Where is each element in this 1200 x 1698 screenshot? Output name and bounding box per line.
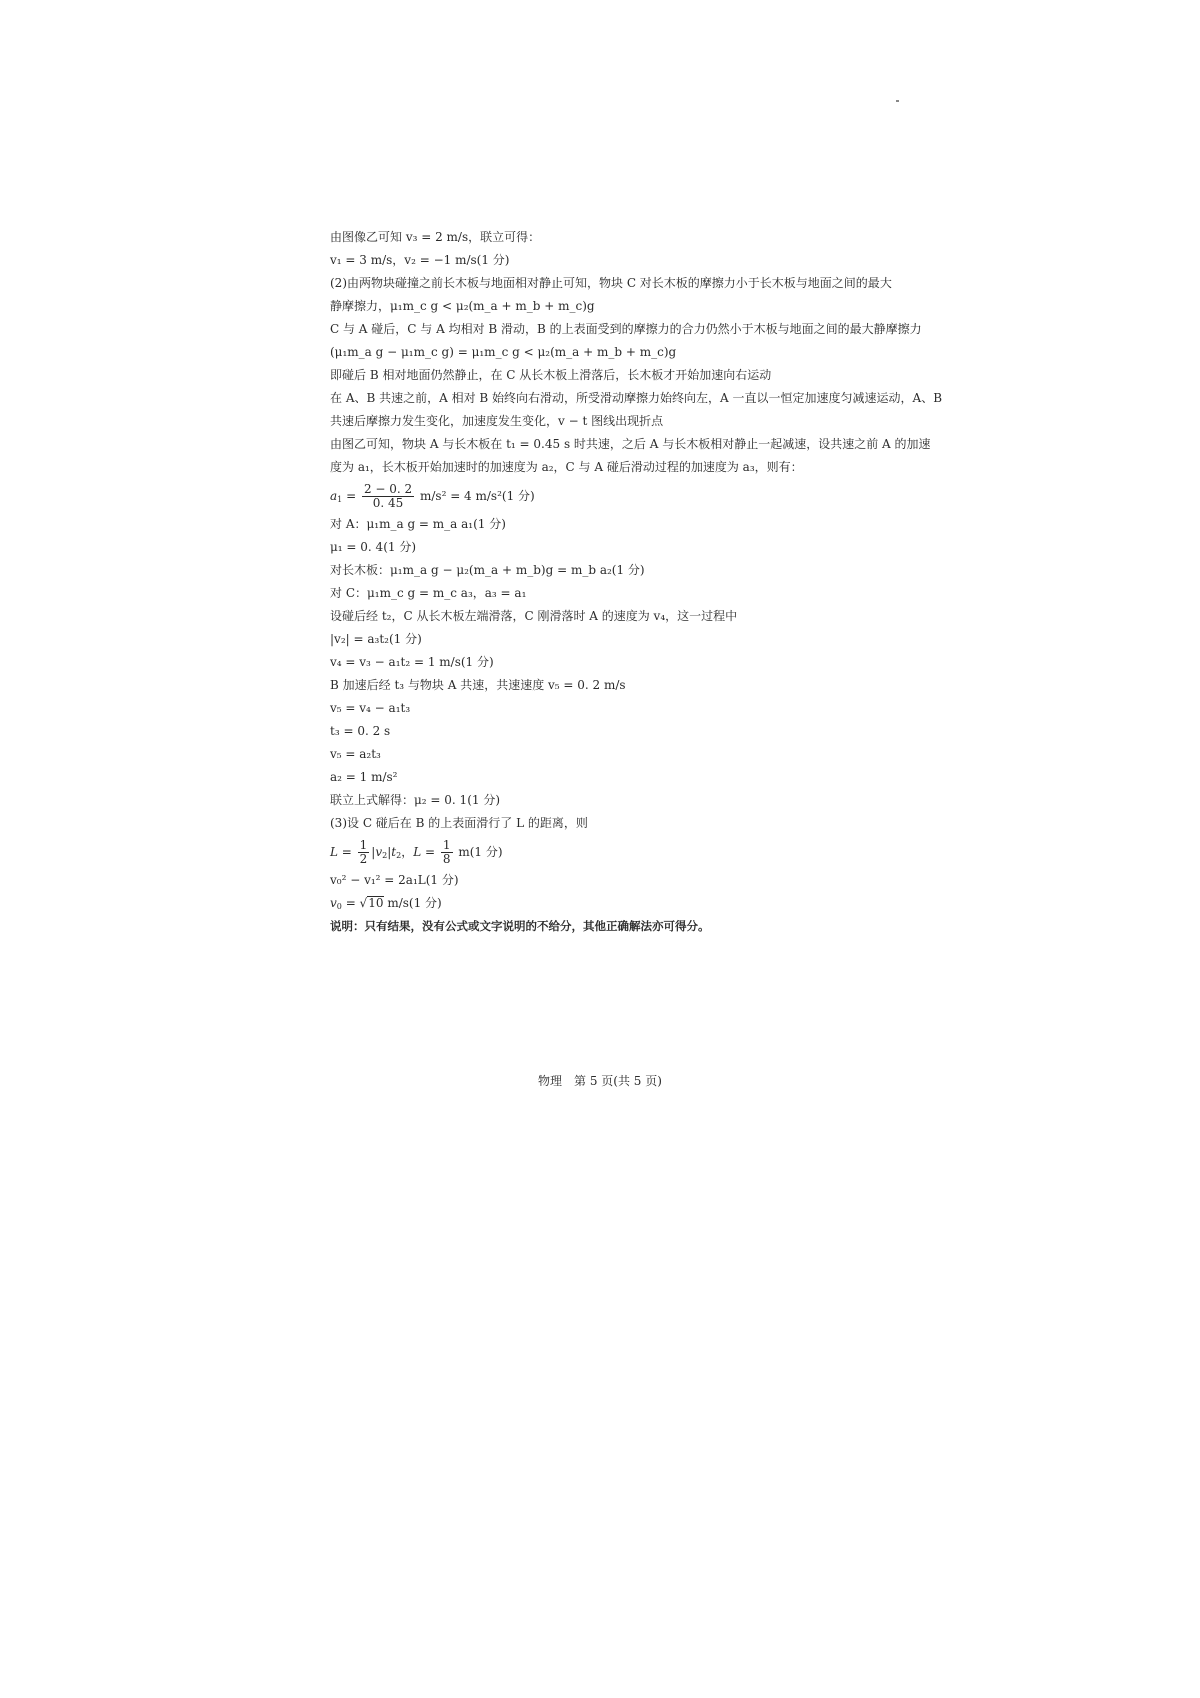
fraction: $\frac{1}{2}$ — [359, 838, 368, 866]
solution-line: 对 A：μ₁m_a g = m_a a₁(1 分) — [330, 517, 506, 531]
equation-v0: $v_0 = √10$ m/s(1 分) — [330, 896, 442, 911]
solution-line: 在 A、B 共速之前，A 相对 B 始终向右滑动，所受滑动摩擦力始终向左，A 一直以一恒定加速度匀减速运动，A、B — [330, 391, 943, 405]
solution-body — [330, 226, 943, 938]
scan-speck — [896, 100, 899, 102]
fraction — [362, 483, 414, 510]
solution-line: v₁ = 3 m/s，v₂ = −1 m/s(1 分) — [330, 253, 510, 267]
solution-line: μ₁ = 0. 4(1 分) — [330, 540, 417, 554]
equation-tail: m/s² = 4 m/s²(1 分) — [419, 489, 535, 503]
solution-line: (3)设 C 碰后在 B 的上表面滑行了 L 的距离，则 — [330, 816, 588, 830]
equation-L: L = $\frac{1}{2}$ $|v_2|t_2$，L = $\frac{1}{8}$ m(1 分) — [330, 838, 503, 866]
grading-note: 说明：只有结果，没有公式或文字说明的不给分，其他正确解法亦可得分。 — [330, 919, 710, 933]
solution-line: v₄ = v₃ − a₁t₂ = 1 m/s(1 分) — [330, 655, 494, 669]
solution-line: 即碰后 B 相对地面仍然静止，在 C 从长木板上滑落后，长木板才开始加速向右运动 — [330, 368, 772, 382]
solution-line: 联立上式解得：μ₂ = 0. 1(1 分) — [330, 793, 501, 807]
fraction-numerator: 2 − 0. 2 — [363, 482, 413, 496]
solution-line: (μ₁m_a g − μ₁m_c g) = μ₁m_c g < μ₂(m_a + m_b + m_c)g — [330, 345, 677, 359]
solution-line: t₃ = 0. 2 s — [330, 724, 391, 738]
solution-line: (2)由两物块碰撞之前长木板与地面相对静止可知，物块 C 对长木板的摩擦力小于长木板与地面之间的最大 — [330, 276, 892, 290]
solution-line: v₅ = a₂t₃ — [330, 747, 381, 761]
solution-line: 对长木板：μ₁m_a g − μ₂(m_a + m_b)g = m_b a₂(1 分) — [330, 563, 645, 577]
fraction: $\frac{1}{8}$ — [442, 838, 451, 866]
solution-line: v₅ = v₄ − a₁t₃ — [330, 701, 411, 715]
solution-line: 由图乙可知，物块 A 与长木板在 t₁ = 0.45 s 时共速，之后 A 与长木板相对静止一起减速，设共速之前 A 的加速 — [330, 437, 931, 451]
solution-line: a₂ = 1 m/s² — [330, 770, 398, 784]
solution-line: 度为 a₁，长木板开始加速时的加速度为 a₂，C 与 A 碰后滑动过程的加速度为 a₃，则有： — [330, 460, 803, 474]
solution-line: 静摩擦力，μ₁m_c g < μ₂(m_a + m_b + m_c)g — [330, 299, 595, 313]
solution-line: 对 C：μ₁m_c g = m_c a₃，a₃ = a₁ — [330, 586, 527, 600]
solution-line: 设碰后经 t₂，C 从长木板左端滑落，C 刚滑落时 A 的速度为 v₄，这一过程中 — [330, 609, 738, 623]
solution-line: 由图像乙可知 v₃ = 2 m/s，联立可得： — [330, 230, 541, 244]
equation-a1: $a_1$ = $\frac{2 - 0. 2}{0. 45}$ m/s² = 4 m/s²(1 分) — [330, 482, 535, 510]
equation-tail: m/s(1 分) — [387, 896, 442, 910]
solution-line: v₀² − v₁² = 2a₁L(1 分) — [330, 873, 459, 887]
solution-line: 共速后摩擦力发生变化，加速度发生变化，v − t 图线出现折点 — [330, 414, 664, 428]
solution-line: B 加速后经 t₃ 与物块 A 共速，共速速度 v₅ = 0. 2 m/s — [330, 678, 626, 692]
sqrt-radicand: 10 — [368, 896, 384, 910]
page-footer: 物理 第 5 页(共 5 页) — [538, 1074, 662, 1088]
solution-line: C 与 A 碰后，C 与 A 均相对 B 滑动，B 的上表面受到的摩擦力的合力仍然小于木板与地面之间的最大静摩擦力 — [330, 322, 922, 336]
equation-tail: m(1 分) — [458, 845, 503, 859]
solution-line: |v₂| = a₃t₂(1 分) — [330, 632, 422, 646]
fraction-denominator: 0. 45 — [372, 496, 404, 510]
